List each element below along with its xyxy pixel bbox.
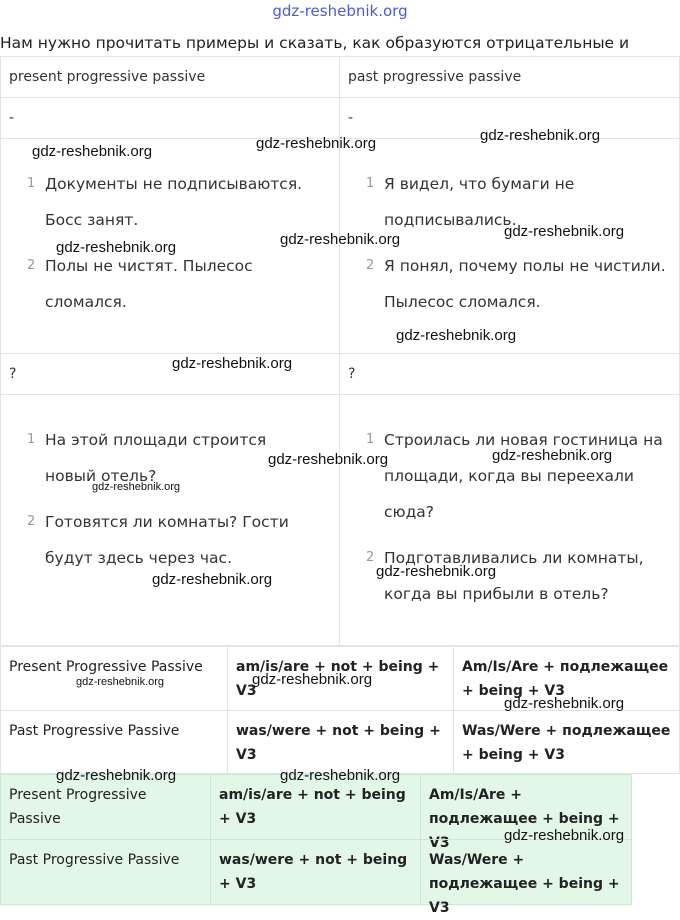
hl-rule-negative-past: was/were + not + being + V3 — [210, 839, 421, 905]
intro-text: Нам нужно прочитать примеры и сказать, как образуются отрицательные и — [0, 34, 630, 52]
watermark: gdz-reshebnik.org — [492, 447, 613, 464]
watermark: gdz-reshebnik.org — [172, 355, 293, 372]
item-text: Я видел, что бумаги не подписывались. — [384, 175, 575, 229]
list-item — [27, 504, 307, 576]
watermark: gdz-reshebnik.org — [32, 143, 153, 160]
item-number: 2 — [27, 514, 36, 529]
watermark: gdz-reshebnik.org — [152, 571, 273, 588]
list-item — [27, 248, 307, 320]
list-item — [27, 166, 307, 238]
watermark: gdz-reshebnik.org — [396, 327, 517, 344]
item-number: 2 — [366, 258, 375, 273]
header-present: present progressive passive — [0, 56, 340, 98]
item-number: 1 — [27, 176, 36, 191]
item-number: 2 — [27, 258, 36, 273]
item-text: Строилась ли новая гостиница на площади, когда вы переехали сюда? — [384, 431, 663, 521]
rule-name-past: Past Progressive Passive — [0, 710, 228, 774]
watermark: gdz-reshebnik.org — [504, 827, 625, 844]
item-number: 2 — [366, 550, 375, 565]
watermark: gdz-reshebnik.org — [56, 239, 177, 256]
rule-name-present: Present Progressive Passive — [0, 646, 228, 711]
watermark: gdz-reshebnik.org — [76, 676, 165, 688]
watermark: gdz-reshebnik.org — [376, 563, 497, 580]
rule-question-present: Am/Is/Are + подлежащее + being + V3 — [453, 646, 680, 711]
rule-negative-past: was/were + not + being + V3 — [227, 710, 454, 774]
item-text: Полы не чистят. Пылесос сломался. — [45, 257, 253, 311]
question-examples-present — [0, 394, 340, 646]
watermark: gdz-reshebnik.org — [256, 135, 377, 152]
watermark: gdz-reshebnik.org — [504, 223, 625, 240]
item-text: Документы не подписываются. Босс занят. — [45, 175, 303, 229]
item-text: Готовятся ли комнаты? Гости будут здесь через час. — [45, 513, 289, 567]
watermark: gdz-reshebnik.org — [56, 767, 177, 784]
list-item — [366, 248, 676, 320]
item-number: 1 — [366, 176, 375, 191]
header-past: past progressive passive — [339, 56, 680, 98]
question-examples-past — [339, 394, 680, 646]
item-text: Я понял, почему полы не чистили. Пылесос сломался. — [384, 257, 666, 311]
hl-rule-name-present: Present Progressive Passive — [0, 774, 211, 840]
watermark: gdz-reshebnik.org — [280, 231, 401, 248]
item-text: На этой площади строится новый отель? — [45, 431, 267, 485]
watermark: gdz-reshebnik.org — [480, 127, 601, 144]
question-mark-past: ? — [339, 353, 680, 395]
hl-rule-question-present: Am/Is/Are + подлежащее + being + V3 — [420, 774, 632, 840]
item-text: Подготавливались ли комнаты, когда вы прибыли в отель? — [384, 549, 644, 603]
hl-rule-name-past: Past Progressive Passive — [0, 839, 211, 905]
item-number: 1 — [27, 432, 36, 447]
hl-rule-negative-present: am/is/are + not + being + V3 — [210, 774, 421, 840]
list-item — [366, 422, 666, 530]
watermark: gdz-reshebnik.org — [504, 695, 625, 712]
hl-rule-question-past: Was/Were + подлежащее + being + V3 — [420, 839, 632, 905]
site-url-header[interactable]: gdz-reshebnik.org — [272, 2, 408, 20]
rule-negative-present: am/is/are + not + being + V3 — [227, 646, 454, 711]
watermark: gdz-reshebnik.org — [280, 767, 401, 784]
question-mark-present: ? — [0, 353, 340, 395]
rule-question-past: Was/Were + подлежащее + being + V3 — [453, 710, 680, 774]
negative-mark-present: - — [0, 97, 340, 139]
watermark: gdz-reshebnik.org — [268, 451, 389, 468]
item-number: 1 — [366, 432, 375, 447]
negative-mark-past: - — [339, 97, 680, 139]
watermark: gdz-reshebnik.org — [252, 671, 373, 688]
watermark: gdz-reshebnik.org — [92, 481, 181, 493]
